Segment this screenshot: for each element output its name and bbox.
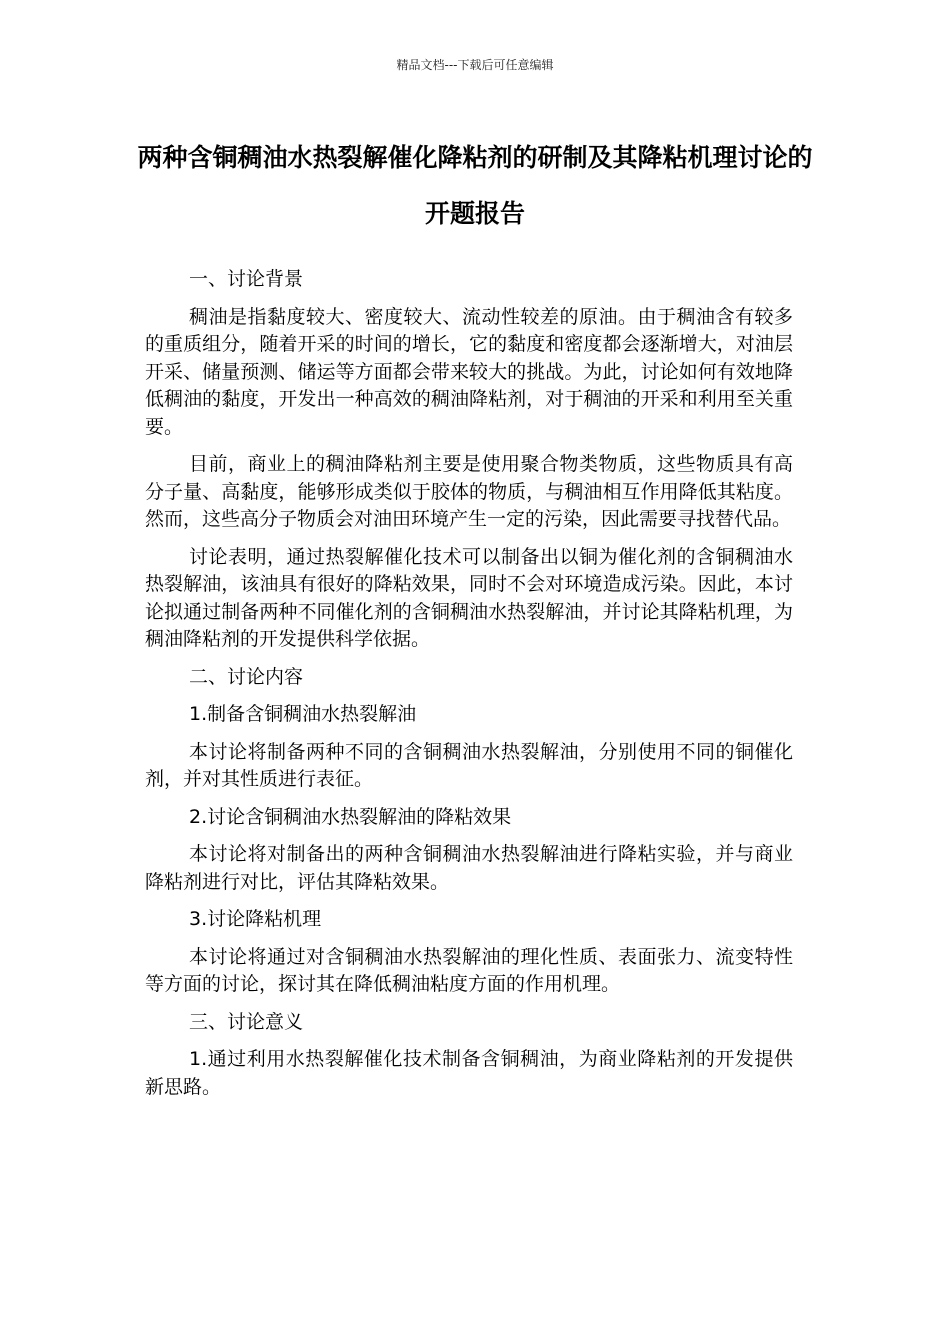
section-heading-content: 二、讨论内容 <box>189 665 304 688</box>
paragraph-significance-1: 1.通过利用水热裂解催化技术制备含铜稠油，为商业降粘剂的开发提供新思路。 <box>145 1048 793 1098</box>
document-body <box>145 266 793 1111</box>
section-heading-background: 一、讨论背景 <box>189 268 304 290</box>
paragraph-content-1: 本讨论将制备两种不同的含铜稠油水热裂解油，分别使用不同的铜催化剂，并对其性质进行表征。 <box>145 740 793 790</box>
page-header: 精品文档---下载后可任意编辑 <box>396 58 554 72</box>
subheading-content-2: 2.讨论含铜稠油水热裂解油的降粘效果 <box>189 805 512 828</box>
subheading-content-3: 3.讨论降粘机理 <box>189 908 322 930</box>
paragraph-content-2: 本讨论将对制备出的两种含铜稠油水热裂解油进行降粘实验，并与商业降粘剂进行对比，评估其降粘效果。 <box>145 843 793 893</box>
paragraph-background-1: 稠油是指黏度较大、密度较大、流动性较差的原油。由于稠油含有较多的重质组分，随着开采的时间的增长，它的黏度和密度都会逐渐增大，对油层开采、储量预测、储运等方面都会带来较大的挑战。为此，讨论如何有效地降低稠油的黏度，开发出一种高效的稠油降粘剂，对于稠油的开采和利用至关重要。 <box>145 305 793 438</box>
paragraph-background-3: 讨论表明，通过热裂解催化技术可以制备出以铜为催化剂的含铜稠油水热裂解油，该油具有很好的降粘效果，同时不会对环境造成污染。因此，本讨论拟通过制备两种不同催化剂的含铜稠油水热裂解油，并讨论其降粘机理，为稠油降粘剂的开发提供科学依据。 <box>145 545 793 650</box>
paragraph-background-2: 目前，商业上的稠油降粘剂主要是使用聚合物类物质，这些物质具有高分子量、高黏度，能够形成类似于胶体的物质，与稠油相互作用降低其粘度。然而，这些高分子物质会对油田环境产生一定的污染，因此需要寻找替代品。 <box>145 453 793 530</box>
paragraph-content-3: 本讨论将通过对含铜稠油水热裂解油的理化性质、表面张力、流变特性等方面的讨论，探讨其在降低稠油粘度方面的作用机理。 <box>145 945 793 995</box>
section-heading-significance: 三、讨论意义 <box>189 1010 304 1033</box>
document-title: 两种含铜稠油水热裂解催化降粘剂的研制及其降粘机理讨论的开题报告 <box>137 143 813 228</box>
subheading-content-1: 1.制备含铜稠油水热裂解油 <box>189 703 417 725</box>
